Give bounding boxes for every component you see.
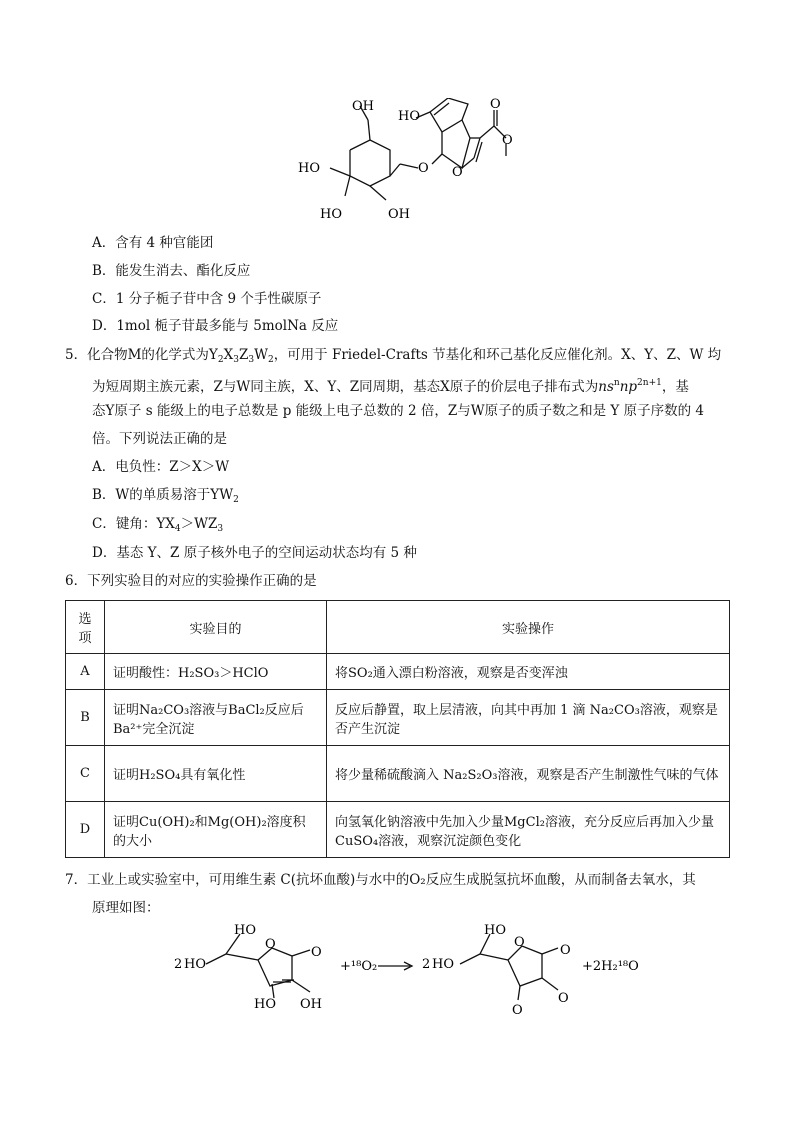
oh-top-label: OH xyxy=(352,99,374,114)
row-option: B xyxy=(66,690,105,746)
o-keto-right-1: O xyxy=(560,943,571,958)
option-text: 1 分子栀子苷中含 9 个手性碳原子 xyxy=(115,291,322,307)
header-goal: 实验目的 xyxy=(105,601,327,654)
o-keto-right-2: O xyxy=(558,991,569,1006)
row-operation: 将少量稀硫酸滴入 Na₂S₂O₃溶液，观察是否产生制激性气味的气体 xyxy=(327,746,730,802)
o-link-label: O xyxy=(418,161,429,176)
q5-stem-line2: 为短周期主族元素，Z与W同主族，X、Y、Z同周期，基态X原子的价层电子排布式为$ns^nnp^{2n+1}$，基 xyxy=(92,378,689,395)
gardenoside-structure xyxy=(290,98,530,228)
q5-stem-line4: 倍。下列说法正确的是 xyxy=(92,431,227,447)
experiment-table xyxy=(65,600,730,858)
table-row xyxy=(66,654,730,690)
oh-enol-right: OH xyxy=(300,997,322,1012)
coef-left: 2 xyxy=(174,957,183,972)
table-row xyxy=(66,802,730,858)
table-header-row xyxy=(66,601,730,654)
q4-option-c xyxy=(92,289,321,309)
ho-chain-right: HO xyxy=(432,957,454,972)
q5-option-a: A．电负性：Z＞X＞W xyxy=(92,459,230,475)
o-keto-right-3: O xyxy=(512,1003,523,1018)
option-text: 1mol 栀子苷最多能与 5molNa 反应 xyxy=(116,318,339,334)
row-option: A xyxy=(66,654,105,690)
q5-option-b: B．W的单质易溶于$YW_2$ xyxy=(92,487,239,505)
product-water: +2H₂¹⁸O xyxy=(582,959,639,974)
q7-stem-line2: 原理如图： xyxy=(92,900,160,916)
row-operation: 将SO₂通入漂白粉溶液，观察是否变浑浊 xyxy=(327,654,730,690)
option-text: 能发生消去、酯化反应 xyxy=(115,263,251,279)
stem-text: 为短周期主族元素，Z与W同主族，X、Y、Z同周期，基态X原子的价层电子排布式为 xyxy=(92,379,599,395)
oh-bottom-label: OH xyxy=(388,207,410,222)
o-keto-left: O xyxy=(311,945,322,960)
q4-option-b xyxy=(92,261,250,281)
row-operation: 向氢氧化钠溶液中先加入少量MgCl₂溶液，充分反应后再加入少量CuSO₄溶液，观察沉淀颜色变化 xyxy=(327,802,730,858)
q5-stem-line3: 态Y原子 s 能级上的电子总数是 p 能级上电子总数的 2 倍，Z与W原子的质子数之和是 Y 原子序数的 4 xyxy=(92,403,704,419)
row-goal: 证明H₂SO₄具有氧化性 xyxy=(105,746,327,802)
ho-top-label: HO xyxy=(398,109,420,124)
question-number: 5． xyxy=(65,347,88,363)
q7-stem-line1: 7．工业上或实验室中，可用维生素 C(抗坏血酸)与水中的O₂反应生成脱氢抗坏血酸，从而制备去氧水，其 xyxy=(65,872,696,888)
header-operation: 实验操作 xyxy=(327,601,730,654)
coef-right: 2 xyxy=(422,957,431,972)
ho-enol-left: HO xyxy=(254,997,276,1012)
option-letter: D． xyxy=(92,318,117,334)
glucose-ring xyxy=(350,140,390,186)
option-letter: C． xyxy=(92,291,116,307)
option-letter: A． xyxy=(92,235,116,251)
header-option: 选项 xyxy=(66,601,105,654)
q5-option-d: D．基态 Y、Z 原子核外电子的空间运动状态均有 5 种 xyxy=(92,545,417,561)
row-option: D xyxy=(66,802,105,858)
ester-o-label: O xyxy=(490,98,501,112)
ho-chain-left: HO xyxy=(184,957,206,972)
o-ring-left: O xyxy=(265,937,276,952)
q4-option-d xyxy=(92,316,338,336)
row-goal: 证明Cu(OH)₂和Mg(OH)₂溶度积的大小 xyxy=(105,802,327,858)
row-operation: 反应后静置，取上层清液，向其中再加 1 滴 Na₂CO₃溶液，观察是否产生沉淀 xyxy=(327,690,730,746)
oh-top-right: HO xyxy=(484,923,506,938)
option-letter: B． xyxy=(92,263,116,279)
table-row xyxy=(66,746,730,802)
oh-top-left: HO xyxy=(234,923,256,938)
row-option: C xyxy=(66,746,105,802)
row-goal: 证明Na₂CO₃溶液与BaCl₂反应后Ba²⁺完全沉淀 xyxy=(105,690,327,746)
option-text: B．W的单质易溶于 xyxy=(92,487,211,503)
q4-option-a xyxy=(92,233,213,253)
option-text: 含有 4 种官能团 xyxy=(115,235,214,251)
ester-o2-label: O xyxy=(502,133,513,148)
o-ring-label: O xyxy=(452,165,463,180)
ho-bottom-label: HO xyxy=(320,207,342,222)
row-goal: 证明酸性：H₂SO₃＞HClO xyxy=(105,654,327,690)
stem-text: ，可用于 Friedel-Crafts 节基化和环己基化反应催化剂。X、Y、Z、W 均 xyxy=(273,347,722,363)
o-ring-right: O xyxy=(514,935,525,950)
q5-option-c: C．键角：$YX_4>WZ_3$ xyxy=(92,516,224,534)
ho-left-label: HO xyxy=(298,161,320,176)
reagent-o2: +¹⁸O₂ xyxy=(340,959,378,974)
q5-stem-line1: 5．化合物M的化学式为$Y_2X_3Z_3W_2$，可用于 Friedel-Crafts 节基化和环己基化反应催化剂。X、Y、Z、W 均 xyxy=(65,347,722,365)
q6-stem: 6．下列实验目的对应的实验操作正确的是 xyxy=(65,573,317,589)
vitamin-c-reaction xyxy=(170,920,660,1020)
table-row xyxy=(66,690,730,746)
stem-text: 化合物M的化学式为 xyxy=(87,347,209,363)
option-text: C．键角： xyxy=(92,516,157,532)
